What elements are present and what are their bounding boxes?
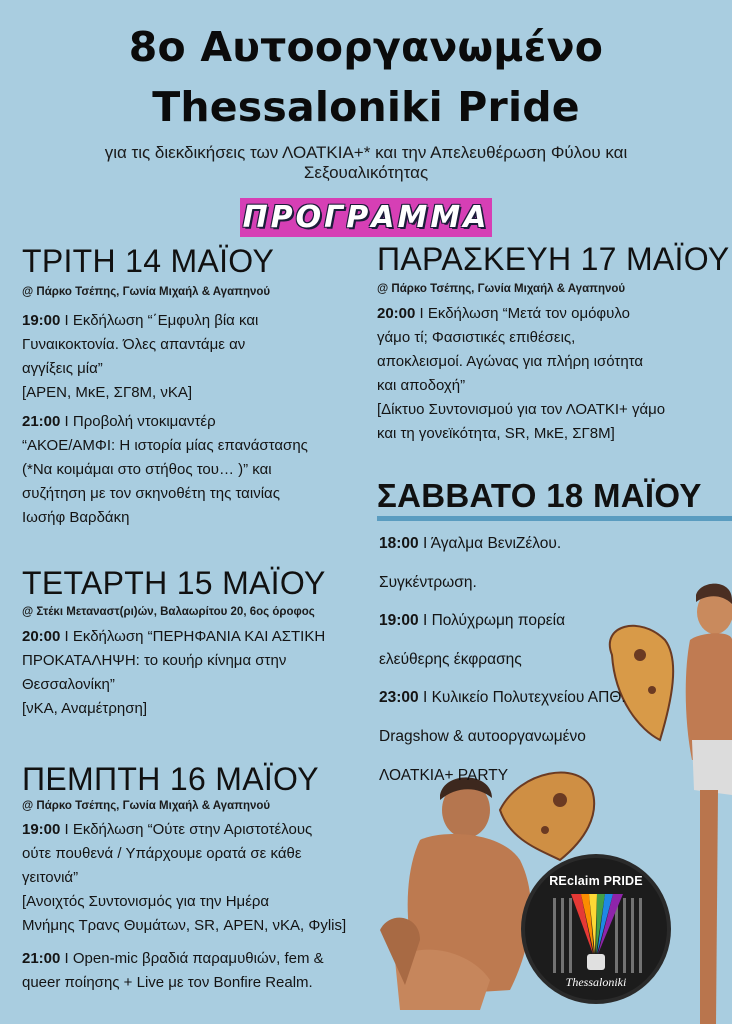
event-text: ελεύθερης έκφρασης bbox=[379, 650, 522, 668]
event-text: Συγκέντρωση. bbox=[379, 573, 477, 591]
event-text: γειτονιά” bbox=[22, 869, 79, 886]
event-text: συζήτηση με τον σκηνοθέτη της ταινίας bbox=[22, 485, 280, 502]
event-organizers: [Ανοιχτός Συντονισμός για την Ημέρα bbox=[22, 893, 270, 910]
event-organizers: και τη γονεϊκότητα, SR, ΜκΕ, ΣΓ8Μ] bbox=[377, 425, 615, 442]
event-text: Ι Πολύχρωμη πορεία bbox=[418, 612, 566, 630]
event-text: Ι Εκδήλωση “Ούτε στην Αριστοτέλους bbox=[60, 821, 313, 838]
event-time: 21:00 bbox=[22, 413, 61, 430]
venue-tuesday: @ Πάρκο Τσέπης, Γωνία Μιχαήλ & Αγαπηνού bbox=[22, 286, 271, 298]
event-saturday bbox=[379, 525, 626, 795]
event-text: και αποδοχή” bbox=[377, 377, 466, 394]
event-text: Ι Κυλικείο Πολυτεχνείου ΑΠΘ. bbox=[418, 689, 626, 707]
event-time: 19:00 bbox=[22, 312, 61, 329]
badge-subtitle: Thessaloniki bbox=[565, 975, 627, 989]
event-text: αποκλεισμοί. Αγώνας για πλήρη ισότητα bbox=[377, 353, 644, 370]
day-heading-tuesday: ΤΡΙΤΗ 14 ΜΑΪΟΥ bbox=[22, 243, 275, 279]
page-title-line2: Thessaloniki Pride bbox=[152, 83, 580, 131]
event-organizers: [ΑΡΕΝ, ΜκΕ, ΣΓ8Μ, νΚΑ] bbox=[22, 384, 193, 401]
event-text: Ι Άγαλμα ΒενιΖέλου. bbox=[418, 535, 562, 552]
event-text: ΠΡΟΚΑΤΑΛΗΨΗ: το κουήρ κίνημα στην bbox=[22, 652, 287, 669]
event-text: Ι Προβολή ντοκιμαντέρ bbox=[60, 413, 216, 430]
event-time: 19:00 bbox=[22, 821, 61, 838]
day-heading-wednesday: ΤΕΤΑΡΤΗ 15 ΜΑΪΟΥ bbox=[22, 565, 326, 601]
event-organizers: [Δίκτυο Συντονισμού για τον ΛΟΑΤΚΙ+ γάμο bbox=[377, 401, 666, 418]
venue-thursday: @ Πάρκο Τσέπης, Γωνία Μιχαήλ & Αγαπηνού bbox=[22, 800, 271, 812]
event-text: γάμο τί; Φασιστικές επιθέσεις, bbox=[377, 329, 576, 346]
event-text: Θεσσαλονίκη” bbox=[22, 676, 115, 693]
event-time: 19:00 bbox=[379, 612, 419, 630]
standing-figure bbox=[686, 584, 732, 1024]
event-text: Ι Open-mic βραδιά παραμυθιών, fem & bbox=[60, 950, 324, 967]
event-text: Ιωσήφ Βαρδάκη bbox=[22, 509, 130, 526]
badge-title-suffix: PRIDE bbox=[603, 874, 643, 888]
venue-wednesday: @ Στέκι Μεταναστ(ρι)ών, Βαλαωρίτου 20, 6ος όροφος bbox=[22, 606, 315, 618]
event-text: αγγίξεις μία” bbox=[22, 360, 103, 377]
event-time: 18:00 bbox=[379, 535, 419, 552]
event-text: “ΑΚΟΕ/ΑΜΦΙ: Η ιστορία μίας επανάστασης bbox=[22, 437, 308, 454]
event-time: 20:00 bbox=[22, 628, 61, 645]
subtitle-line1: για τις διεκδικήσεις των ΛΟΑΤΚΙΑ+* και την Απελευθέρωση Φύλου και bbox=[104, 143, 628, 162]
day-heading-friday: ΠΑΡΑΣΚΕΥΗ 17 ΜΑΪΟΥ bbox=[377, 241, 730, 277]
venue-friday: @ Πάρκο Τσέπης, Γωνία Μιχαήλ & Αγαπηνού bbox=[377, 283, 626, 295]
day-heading-saturday: ΣΑΒΒΑΤΟ 18 ΜΑΪΟΥ bbox=[377, 477, 702, 514]
event-time: 23:00 bbox=[379, 689, 419, 707]
event-organizers: [νΚΑ, Αναμέτρηση] bbox=[22, 700, 147, 717]
event-text: Γυναικοκτονία. Όλες απαντάμε αν bbox=[22, 336, 246, 353]
event-organizers: Μνήμης Τρανς Θυμάτων, SR, ΑΡΕΝ, νΚΑ, Φylis] bbox=[22, 917, 347, 934]
day-heading-thursday: ΠΕΜΠΤΗ 16 ΜΑΪΟΥ bbox=[22, 761, 319, 797]
event-text: Ι Εκδήλωση “Μετά τον ομόφυλο bbox=[415, 305, 630, 322]
event-text: ΛΟΑΤΚΙΑ+ PARTY bbox=[379, 766, 509, 784]
subtitle-line2: Σεξουαλικότητας bbox=[303, 163, 429, 182]
event-text: (*Να κοιμάμαι στο στήθος του… )” και bbox=[22, 461, 272, 478]
event-text: queer ποίησης + Live με τον Bonfire Realm. bbox=[22, 974, 313, 991]
event-text: Ι Εκδήλωση “΄Εμφυλη βία και bbox=[60, 312, 259, 329]
event-text: Ι Εκδήλωση “ΠΕΡΗΦΑΝΙΑ ΚΑΙ ΑΣΤΙΚΗ bbox=[60, 628, 326, 645]
event-text: ούτε πουθενά / Υπάρχουμε ορατά σε κάθε bbox=[22, 845, 302, 862]
event-time: 20:00 bbox=[377, 305, 416, 322]
event-time: 21:00 bbox=[22, 950, 61, 967]
page-title-line1: 8ο Αυτοοργανωμένο bbox=[128, 23, 604, 71]
reclaim-pride-logo bbox=[521, 854, 671, 1004]
programma-banner: ΠΡΟΓΡΑΜΜΑ bbox=[240, 198, 492, 237]
event-text: Dragshow & αυτοοργανωμένο bbox=[379, 727, 586, 745]
badge-title-prefix: REclaim bbox=[549, 874, 600, 888]
